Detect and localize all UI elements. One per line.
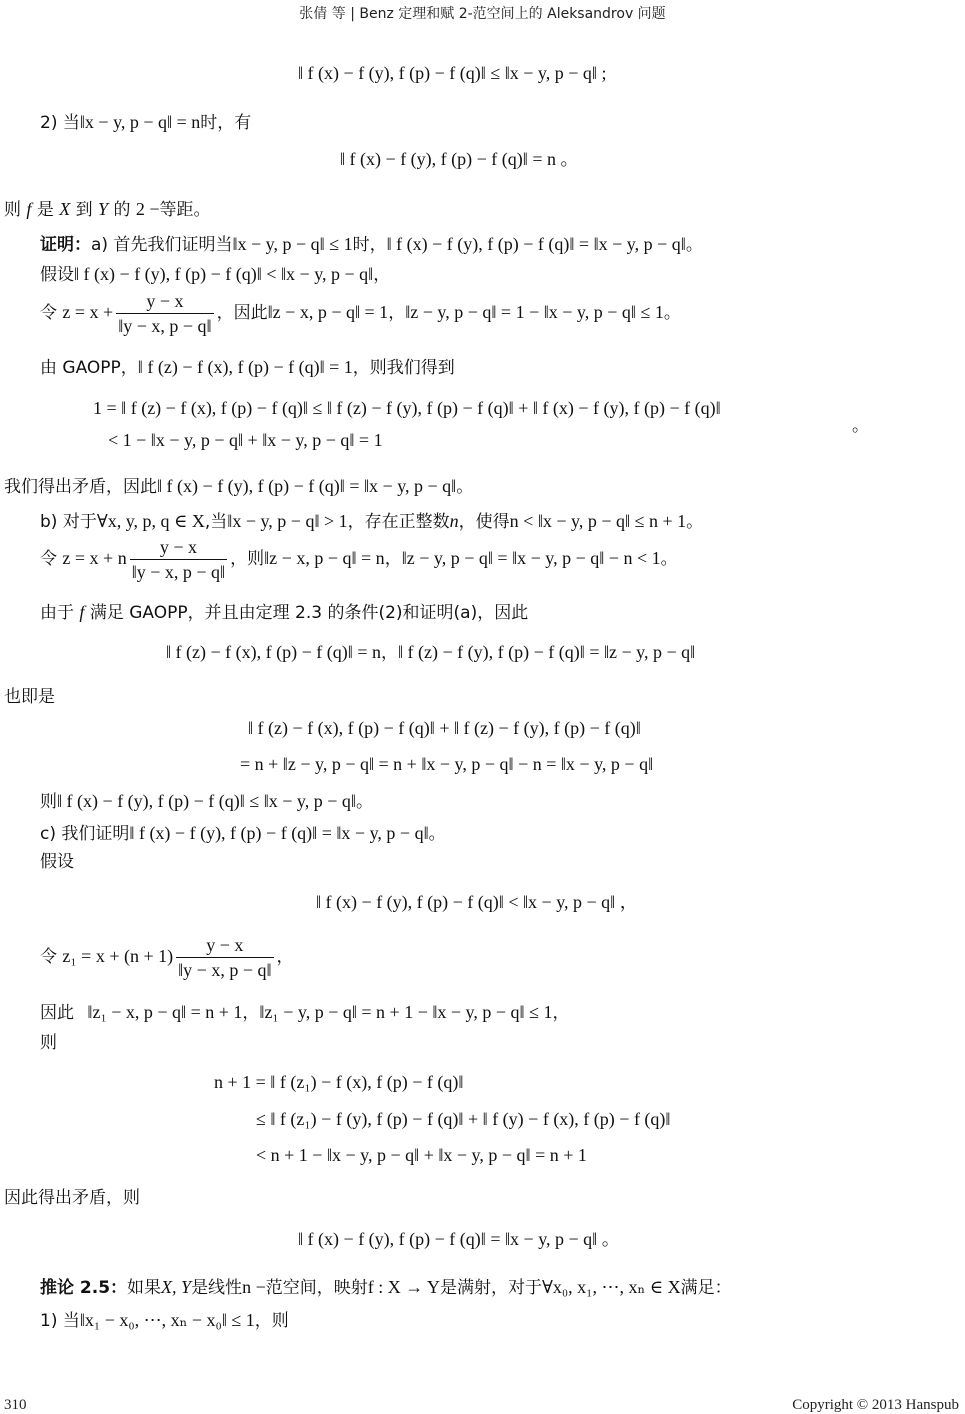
text: 2) 当 [40, 113, 80, 133]
proof-label: 证明： [40, 235, 91, 255]
inline-math: ‖z − y, p − q‖ = 1 − ‖x − y, p − q‖ ≤ 1 [405, 302, 664, 322]
text: ，则我们得到 [352, 358, 455, 378]
inline-math: X, Y [161, 1277, 192, 1297]
text: 因此 [40, 1003, 74, 1023]
text: 由于 [40, 603, 74, 623]
text: ， [388, 303, 406, 323]
text: 。 [686, 512, 704, 532]
text: 令 [40, 549, 57, 569]
copyright-notice: Copyright © 2013 Hanspub [792, 1397, 959, 1413]
text-line [40, 936, 294, 979]
text-line: 也即是 [4, 687, 55, 707]
fraction-denominator: ‖y − x, p − q‖ [116, 313, 213, 335]
equation-end-mark: 。 [852, 416, 869, 436]
text: 到 [75, 200, 93, 220]
text-line [4, 200, 211, 219]
text: ，则 [230, 549, 265, 569]
text: 是满射，对于 [440, 1278, 543, 1298]
text: b) 对于 [40, 512, 97, 532]
text: 假设 [40, 265, 74, 285]
fraction-denominator: ‖y − x, p − q‖ [130, 559, 227, 581]
text: ，因此 [216, 303, 268, 323]
text: 令 [40, 303, 57, 323]
text: 时， [352, 235, 387, 255]
text: 。 [355, 792, 373, 812]
text-line: 假设 [40, 852, 74, 872]
text: 。 [456, 477, 474, 497]
inline-math: z = x + n [62, 548, 127, 568]
text: 是线性 [191, 1278, 243, 1298]
text-line [40, 792, 373, 811]
inline-math: n − [242, 1277, 266, 1297]
fraction [130, 538, 227, 581]
inline-math: ‖ f (x) − f (y), f (p) − f (q)‖ ≤ ‖x − y, p − q‖ [57, 791, 356, 811]
text: 则 [4, 200, 21, 220]
text: ， [373, 265, 391, 285]
equation-line: 1 = ‖ f (z) − f (x), f (p) − f (q)‖ ≤ ‖ f (z) − f (y), f (p) − f (q)‖ + ‖ f (x) − f (y), f (p) − f (q)‖ [93, 398, 721, 418]
inline-math: ∀x₀, x₁, ⋯, xₙ ∈ X [542, 1277, 681, 1297]
inline-math: ‖z₁ − y, p − q‖ = n + 1 − ‖x − y, p − q‖ ≤ 1 [259, 1002, 553, 1022]
text-line [40, 512, 703, 531]
text: ， [552, 1003, 570, 1023]
text: 等距。 [159, 200, 211, 220]
text: a) 首先我们证明当 [91, 235, 233, 255]
inline-math: ‖z − x, p − q‖ = n [264, 548, 385, 568]
text-line [40, 292, 681, 335]
text-line [40, 538, 678, 581]
equation-line: < 1 − ‖x − y, p − q‖ + ‖x − y, p − q‖ = 1 [108, 430, 383, 450]
inline-math: Y [98, 199, 109, 219]
inline-math: 2 − [135, 199, 160, 219]
text: 则 [40, 792, 57, 812]
inline-math: ‖x₁ − x₀, ⋯, xₙ − x₀‖ ≤ 1 [79, 1310, 255, 1330]
text-line [40, 1003, 569, 1022]
text: 如果 [127, 1278, 162, 1298]
text: ,当 [204, 512, 228, 532]
inline-math: ‖z − x, p − q‖ = 1 [267, 302, 389, 322]
text: c) 我们证明 [40, 824, 130, 844]
text: 由 GAOPP， [40, 358, 138, 378]
text-line [40, 824, 446, 843]
text: 。 [663, 303, 681, 323]
fraction-denominator: ‖y − x, p − q‖ [176, 957, 273, 979]
equation-line: ‖ f (x) − f (y), f (p) − f (q)‖ = n 。 [340, 149, 579, 169]
inline-math: ‖x − y, p − q‖ = n [79, 112, 201, 132]
inline-math: ‖ f (z) − f (x), f (p) − f (q)‖ = 1 [137, 357, 353, 377]
text: ， [242, 1003, 260, 1023]
text: 我们得出矛盾，因此 [4, 477, 157, 497]
equation-line: = n + ‖z − y, p − q‖ = n + ‖x − y, p − q‖ − n = ‖x − y, p − q‖ [240, 754, 654, 774]
text: 。 [660, 549, 678, 569]
inline-math: ‖ f (x) − f (y), f (p) − f (q)‖ = ‖x − y, p − q‖ [157, 476, 457, 496]
equation-line: ‖ f (x) − f (y), f (p) − f (q)‖ < ‖x − y, p − q‖ ， [316, 892, 638, 912]
inline-math: n [449, 511, 459, 531]
text-line [40, 1311, 289, 1330]
text: 范空间，映射 [265, 1278, 368, 1298]
text: 。 [428, 824, 446, 844]
text: ，存在正整数 [347, 512, 450, 532]
text: 满足： [680, 1278, 732, 1298]
page-number: 310 [4, 1397, 27, 1413]
text-line [40, 113, 251, 132]
fraction-numerator: y − x [159, 537, 197, 557]
text: ，使得 [458, 512, 510, 532]
equation-line: ≤ ‖ f (z₁) − f (y), f (p) − f (q)‖ + ‖ f (y) − f (x), f (p) − f (q)‖ [256, 1109, 671, 1129]
text-line [40, 603, 528, 622]
inline-math: ‖z₁ − x, p − q‖ = n + 1 [87, 1002, 243, 1022]
text: 。 [685, 235, 703, 255]
equation-line: ‖ f (x) − f (y), f (p) − f (q)‖ = ‖x − y, p − q‖ 。 [298, 1229, 620, 1249]
fraction-numerator: y − x [206, 935, 244, 955]
inline-math: ‖ f (x) − f (y), f (p) − f (q)‖ = ‖x − y, p − q‖ [386, 234, 686, 254]
corollary-label: 推论 2.5： [40, 1278, 128, 1298]
equation-line: < n + 1 − ‖x − y, p − q‖ + ‖x − y, p − q‖ = n + 1 [256, 1145, 587, 1165]
equation-line: n + 1 = ‖ f (z₁) − f (x), f (p) − f (q)‖ [214, 1072, 464, 1092]
text: ，则 [254, 1311, 289, 1331]
inline-math: X [59, 199, 71, 219]
inline-math: ‖x − y, p − q‖ ≤ 1 [232, 234, 353, 254]
equation-line [166, 643, 695, 662]
fraction-numerator: y − x [146, 291, 184, 311]
text: ， [384, 549, 402, 569]
inline-math: f [26, 199, 32, 219]
inline-math: ‖ f (x) − f (y), f (p) − f (q)‖ = ‖x − y, p − q‖ [129, 823, 429, 843]
inline-math: ‖ f (x) − f (y), f (p) − f (q)‖ < ‖x − y, p − q‖ [74, 264, 374, 284]
text: ， [380, 643, 398, 663]
text: 时，有 [200, 113, 252, 133]
running-header: 张倩 等 | Benz 定理和赋 2-范空间上的 Aleksandrov 问题 [299, 6, 666, 22]
inline-math: ∀x, y, p, q ∈ X [96, 511, 205, 531]
text: 的 [113, 200, 131, 220]
equation-line: ‖ f (z) − f (x), f (p) − f (q)‖ + ‖ f (z) − f (y), f (p) − f (q)‖ [248, 718, 641, 738]
inline-math: ‖ f (z) − f (x), f (p) − f (q)‖ = n [166, 642, 381, 662]
text: 满足 GAOPP，并且由定理 2.3 的条件(2)和证明(a)，因此 [89, 603, 529, 623]
text: 1) 当 [40, 1311, 80, 1331]
inline-math: f [79, 602, 85, 622]
text-line [40, 265, 390, 284]
text: 是 [36, 200, 54, 220]
inline-math: z = x + [62, 302, 114, 322]
text-line: 因此得出矛盾，则 [4, 1188, 140, 1208]
text-line [40, 358, 455, 377]
text: ， [276, 947, 294, 967]
text: 令 [40, 947, 57, 967]
inline-math: ‖z − y, p − q‖ = ‖x − y, p − q‖ − n < 1 [401, 548, 661, 568]
text-line: 则 [40, 1033, 57, 1053]
text-line [40, 235, 703, 254]
text-line [4, 477, 473, 496]
inline-math: z₁ = x + (n + 1) [62, 946, 174, 966]
text-line [40, 1278, 732, 1297]
inline-math: ‖ f (z) − f (y), f (p) − f (q)‖ = ‖z − y, p − q‖ [397, 642, 696, 662]
inline-math: f : X → Y [367, 1277, 441, 1297]
inline-math: ‖x − y, p − q‖ > 1 [227, 511, 348, 531]
inline-math: n < ‖x − y, p − q‖ ≤ n + 1 [509, 511, 687, 531]
equation-line: ‖ f (x) − f (y), f (p) − f (q)‖ ≤ ‖x − y, p − q‖ ; [298, 63, 607, 83]
fraction [176, 936, 273, 979]
fraction [116, 292, 213, 335]
